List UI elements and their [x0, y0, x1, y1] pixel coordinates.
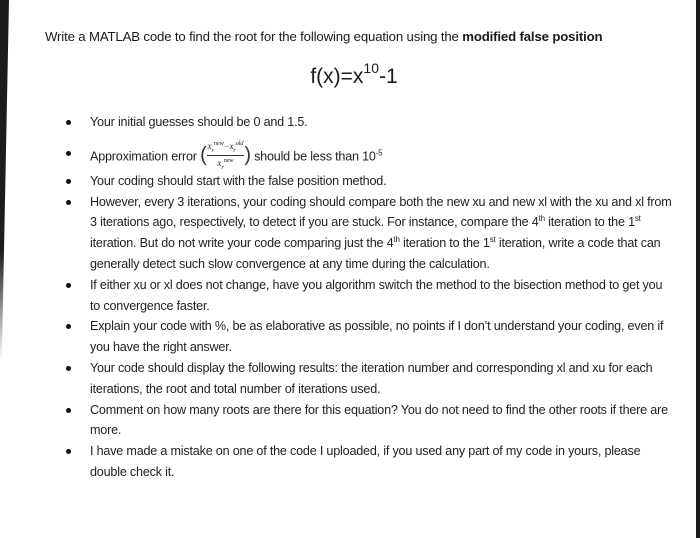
ordinal-suffix: st [634, 214, 641, 224]
fraction-denominator [207, 156, 245, 172]
list-item-approximation-error [62, 139, 672, 171]
bullet-icon [66, 179, 71, 184]
ordinal-suffix: st [489, 235, 496, 244]
open-paren: ( [200, 143, 207, 166]
title-bold-method: modified false position [462, 29, 603, 44]
list-item-text: Your code should display the following results: the iteration number and corresponding xl and xu for each iterations, the root and total number of iterations used. [90, 360, 653, 396]
bullet-icon [66, 366, 71, 371]
text-part: iteration. But do not write your code comparing just the 4 [90, 236, 394, 251]
den-sup: new [223, 156, 234, 164]
list-item-explain-code [62, 316, 672, 358]
num-minus: − [223, 140, 230, 151]
fraction-numerator [207, 139, 245, 156]
text-part: iteration to the 1 [399, 236, 490, 251]
bullet-icon [66, 151, 71, 156]
num-sub-a: r [211, 146, 214, 154]
title-prefix: Write a MATLAB code to find the root for the following equation using the [45, 29, 463, 44]
bullet-icon [66, 408, 71, 413]
tolerance-exponent: -5 [375, 148, 383, 158]
list-item-text-suffix: should be less than 10 [250, 149, 376, 164]
text-part: iteration, write a code that can generally detect such slow convergence at any time during the calculation. [90, 236, 661, 271]
den-sub: r [221, 163, 224, 171]
list-item-text: Explain your code with %, be as elaborative as possible, no points if I don’t understand your coding, even if you have the right answer. [90, 319, 664, 355]
ordinal-suffix: th [393, 235, 400, 244]
list-item-text: Your initial guesses should be 0 and 1.5. [90, 115, 308, 129]
bullet-icon [66, 120, 71, 125]
list-item-text: If either xu or xl does not change, have you algorithm switch the method to the bisection method to get you to convergence faster. [90, 277, 663, 313]
den-var: x [217, 157, 222, 168]
num-var-b: x [229, 140, 234, 151]
list-item-text: I have made a mistake on one of the code I uploaded, if you used any part of my code in yours, please double check it. [90, 444, 641, 479]
list-item-text: Your coding should start with the false position method. [90, 173, 387, 188]
close-paren: ) [244, 143, 251, 166]
equation-exponent: 10 [363, 60, 379, 76]
list-item-mistake-note [62, 441, 672, 483]
equation-base: f(x)=x [310, 65, 364, 88]
num-sup-a: new [213, 139, 224, 147]
assignment-title [45, 29, 602, 44]
bullet-icon [66, 324, 71, 329]
equation [0, 62, 700, 89]
num-var-a: x [207, 140, 212, 151]
error-fraction [207, 139, 245, 172]
num-sup-b: old [235, 139, 244, 147]
ordinal-suffix: th [538, 214, 545, 224]
bullet-icon [66, 449, 71, 454]
num-sub-b: r [233, 146, 236, 154]
list-item-roots-comment [62, 400, 672, 442]
requirements-list [62, 112, 672, 483]
bullet-icon [66, 283, 71, 288]
list-item-text-prefix: Approximation error [90, 149, 201, 164]
equation-suffix: -1 [378, 65, 398, 88]
list-item-display-results [62, 358, 672, 400]
list-item-stuck-detection [62, 192, 672, 275]
list-item-initial-guesses [62, 112, 672, 133]
list-item-text: Comment on how many roots are there for this equation? You do not need to find the other roots if there are more. [90, 402, 668, 438]
bullet-icon [66, 200, 71, 205]
text-part: However, every 3 iterations, your coding should compare both the new xu and new xl with the xu and xl from 3 iterations ago, respectively, to detect if you are stuck. For instance, compare the 4 [90, 194, 672, 230]
list-item-start-method [62, 171, 672, 192]
list-item-bisection-switch [62, 275, 672, 317]
text-part: iteration to the 1 [544, 215, 635, 230]
